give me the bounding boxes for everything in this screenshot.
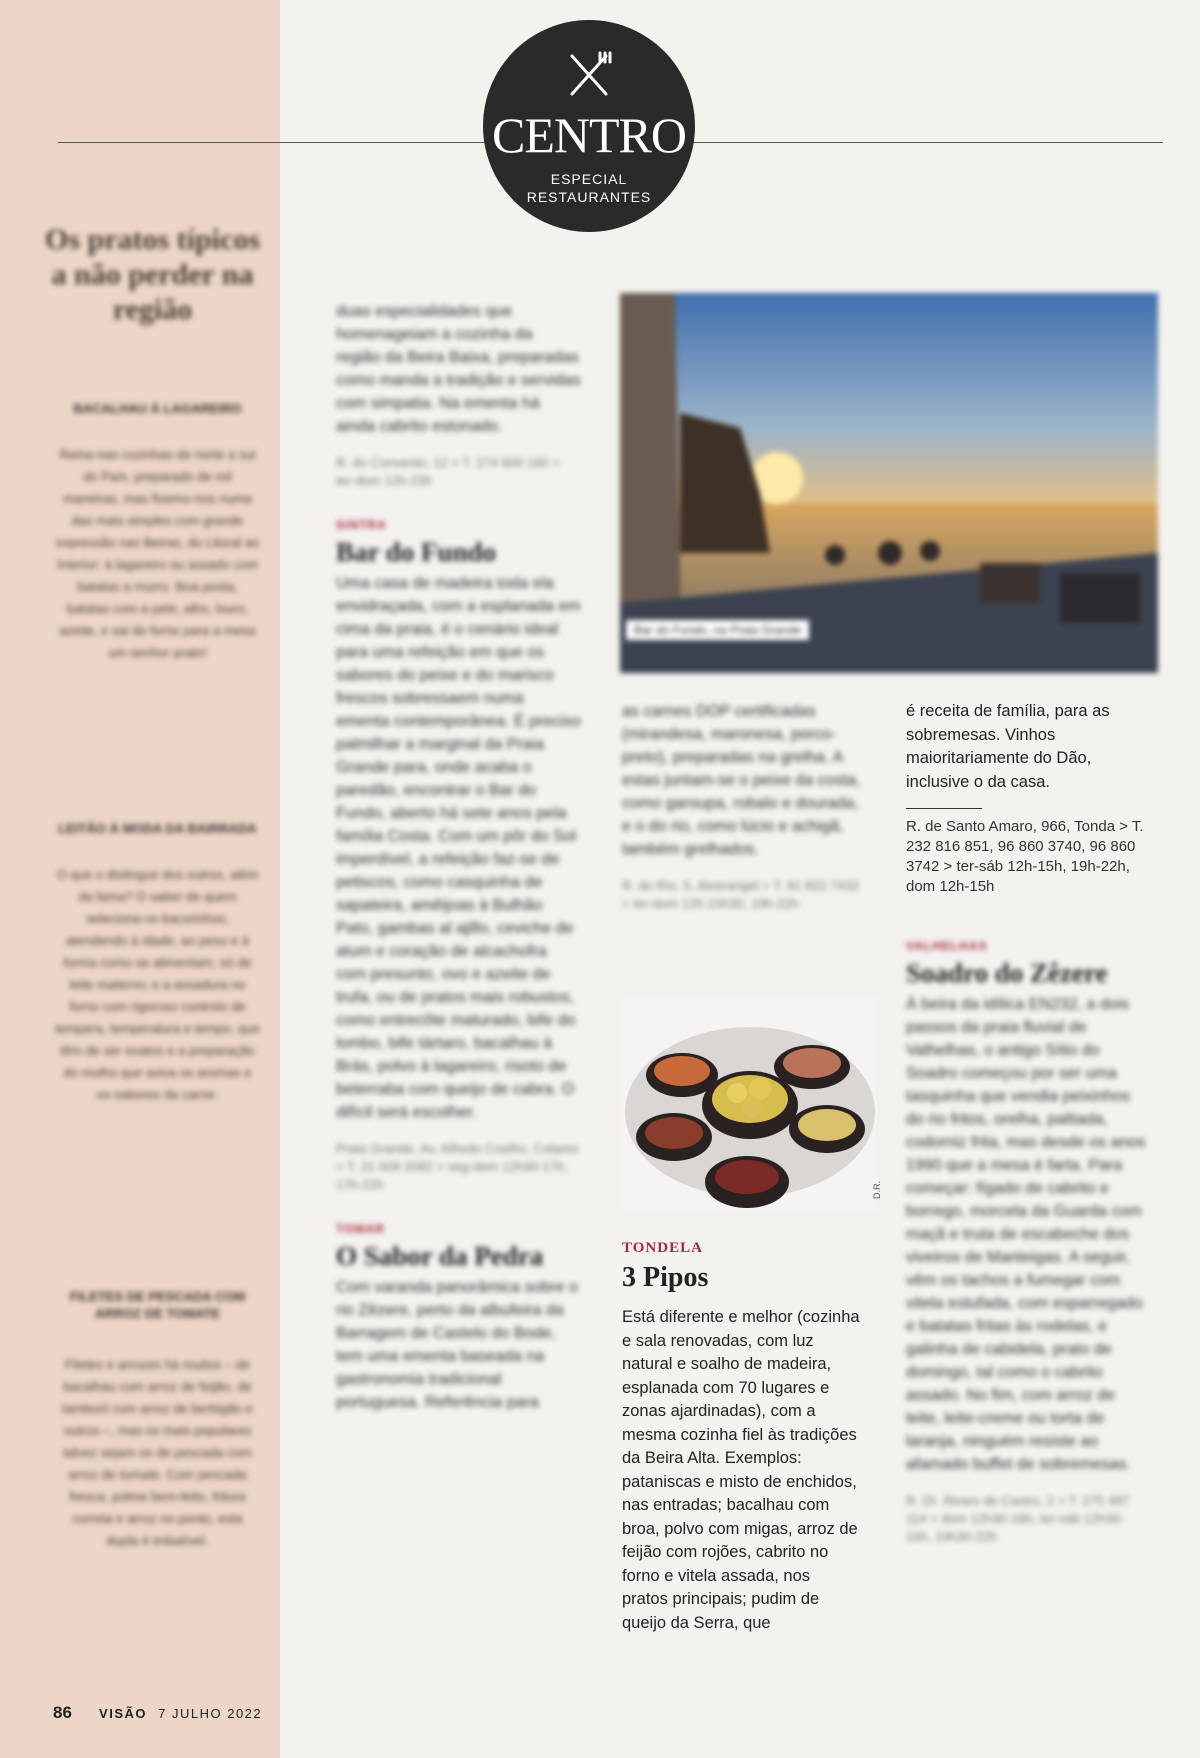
restaurant-address: R. do Rio, 5, Alverangel > T. 91 822 7432 > ter-dom 12h-15h30, 19h-22h	[622, 878, 860, 911]
magazine-name: VISÃO	[99, 1706, 148, 1721]
article-text: À beira da idílica EN232, a dois passos da praia fluvial de Valhelhas, o antigo Sítio do Soadro começou por ser uma tasquinha que vendia peixinhos do rio fritos, orelha, paltiada, codorniz frita, mas desde os anos 1990 que a mesa é farta. Para começar: fígado de cabrito e borrego, morcela da Guarda com maçã e truta de escabeche dos viveiros de Manteigas. A seguir, vêm os tachos a fumegar com vitela estufada, com esparregado e batatas fritas às rodelas, e galinha de cabidela, prato de domingo, tal como o cabrito assado. No fim, com arroz de leite, leite-creme ou torta de laranja, ninguém resiste ao afamado buffet de sobremesas.	[906, 996, 1146, 1473]
article-text: Com varanda panorâmica sobre o rio Zêzere, perto da albufeira da Barragem de Castelo do Bode, tem uma ementa baseada na gastronomia tradicional portuguesa. Referência para	[336, 1279, 578, 1411]
restaurant-address: R. Dr. Álvaro de Castro, 2 > T. 275 487 114 > dom 12h30-16h, ter-sáb 12h30-16h, 19h30-22h	[906, 1493, 1130, 1544]
restaurant-name: 3 Pipos	[622, 1262, 709, 1293]
article-text: duas especialidades que homenageiam a cozinha da região da Beira Baixa, preparadas como manda a tradição e servidas com simpatia. Na ementa há ainda cabrito estonado.	[336, 303, 581, 435]
page-footer	[53, 1703, 262, 1723]
photo-caption: Bar do Fundo, na Praia Grande	[626, 620, 809, 640]
article-text: Uma casa de madeira toda ela envidraçada, com a esplanada em cima da praia, é o cenário ideal para uma refeição em que os sabores do peixe e do marisco frescos sobressaem numa ementa contemporânea. É preciso palmilhar a marginal da Praia Grande para, onde acaba o paredão, encontrar o Bar do Fundo, aberto há sete anos pela família Costa. Com um pôr do Sol imperdível, a refeição faz-se de petiscos, como casquinha de sapateira, amêijoas à Bulhão Pato, gambas al ajillo, ceviche de atum e coração de alcachofra com presunto, ovo e azeite de trufa, ou de pratos mais robustos, como entrecôte maturado, bife do lombo, bife tártaro, bacalhau à Brás, polvo à lagareiro, risoto de beterraba com queijo de cabra. O difícil será escolher.	[336, 575, 581, 1121]
restaurant-name: O Sabor da Pedra	[336, 1241, 544, 1271]
column-1	[336, 300, 581, 1414]
cutlery-icon	[564, 50, 614, 98]
restaurant-location: TONDELA	[622, 1240, 703, 1256]
sidebar-heading: LEITÃO À MODA DA BAIRRADA	[58, 821, 257, 836]
page-number: 86	[53, 1703, 72, 1722]
sidebar-text: Filetes e arrozes há muitos – de bacalhau com arroz de feijão, de tamboril com arroz de berbigão e outros –, mas os mais populares talvez sejam os de pescada com arroz de tomate. Com pescada fresca, polme bem-feito, fritura correta e arroz no ponto, esta dupla é imbatível.	[62, 1357, 253, 1548]
column-3-sharp	[906, 700, 1146, 897]
restaurant-address: Praia Grande, Av. Alfredo Coelho, Colares > T. 21 928 2082 > seg-dom 12h30-17h, 17h-22h	[336, 1141, 579, 1192]
section-brand: CENTRO	[492, 107, 686, 163]
section-badge	[483, 20, 695, 232]
issue-date: 7 JULHO 2022	[158, 1706, 263, 1721]
restaurant-location: SINTRA	[336, 518, 387, 532]
column-2	[622, 700, 862, 913]
sidebar-text: O que o distingue dos outros, além da fama? O saber de quem seleciona os bacorinhos, atendendo à idade, ao peso e à forma como se alimentam, só de leite materno; e a assadura no forno com rigoroso controlo de tempera, temperatura e tempo, que têm de ser exatos e a preparação do molho que aviva os aromas e os sabores da carne.	[55, 867, 260, 1102]
sidebar-heading: BACALHAU À LAGAREIRO	[73, 401, 242, 416]
sidebar-title: Os pratos típicos a não perder na região	[44, 223, 260, 326]
restaurant-address: R. do Convento, 12 > T. 274 600 160 > ter-dom 12h-23h	[336, 455, 560, 488]
address-divider	[906, 808, 982, 809]
section-subtitle: ESPECIAL RESTAURANTES	[526, 171, 652, 205]
article-text: Está diferente e melhor (cozinha e sala renovadas, com luz natural e soalho de madeira, esplanada com 70 lugares e zonas ajardinadas), com a mesma cozinha fiel às tradições da Beira Alta. Exemplos: pataniscas e misto de enchidos, nas entradas; bacalhau com broa, polvo com migas, arroz de feijão com rojões, cabrito no forno e vitela assada, nos pratos principais; pudim de queijo da Serra, que	[622, 1308, 860, 1632]
sidebar-text: Reina nas cozinhas de norte a sul do País, preparado de mil maneiras, mas fixemo-nos numa das mais simples com grande expressão nas Beiras, do Litoral ao Interior: à lagareiro ou assado com batatas a murro. Boa posta, batatas com a pele, alho, louro, azeite, e sai do forno para a mesa um senhor prato!	[55, 447, 260, 660]
restaurant-name: Bar do Fundo	[336, 537, 497, 567]
restaurant-location: VALHELHAS	[906, 939, 988, 953]
tapas-scene	[622, 997, 877, 1212]
restaurant-address: R. de Santo Amaro, 966, Tonda > T. 232 816 851, 96 860 3740, 96 860 3742 > ter-sáb 12h-15h, 19h-22h, dom 12h-15h	[906, 818, 1144, 895]
column-4	[906, 935, 1146, 1546]
sidebar-heading: FILETES DE PESCADA COM ARROZ DE TOMATE	[69, 1289, 246, 1321]
tapas-dishes-photo	[622, 997, 877, 1212]
restaurant-name: Soadro do Zêzere	[906, 958, 1108, 988]
restaurant-location: TOMAR	[336, 1222, 385, 1236]
sunset-scene	[620, 293, 1158, 673]
photo-credit: D.R.	[872, 1181, 882, 1199]
article-text: é receita de família, para as sobremesas. Vinhos maioritariamente do Dão, inclusive o da casa.	[906, 702, 1110, 791]
beach-sunset-photo	[620, 293, 1158, 673]
article-text: as carnes DOP certificadas (mirandesa, maronesa, porco-preto), preparadas na grelha. A estas juntam-se o peixe da costa, como garoupa, robalo e dourada, e o do rio, como lúcio e achigã, também grelhados.	[622, 703, 861, 858]
